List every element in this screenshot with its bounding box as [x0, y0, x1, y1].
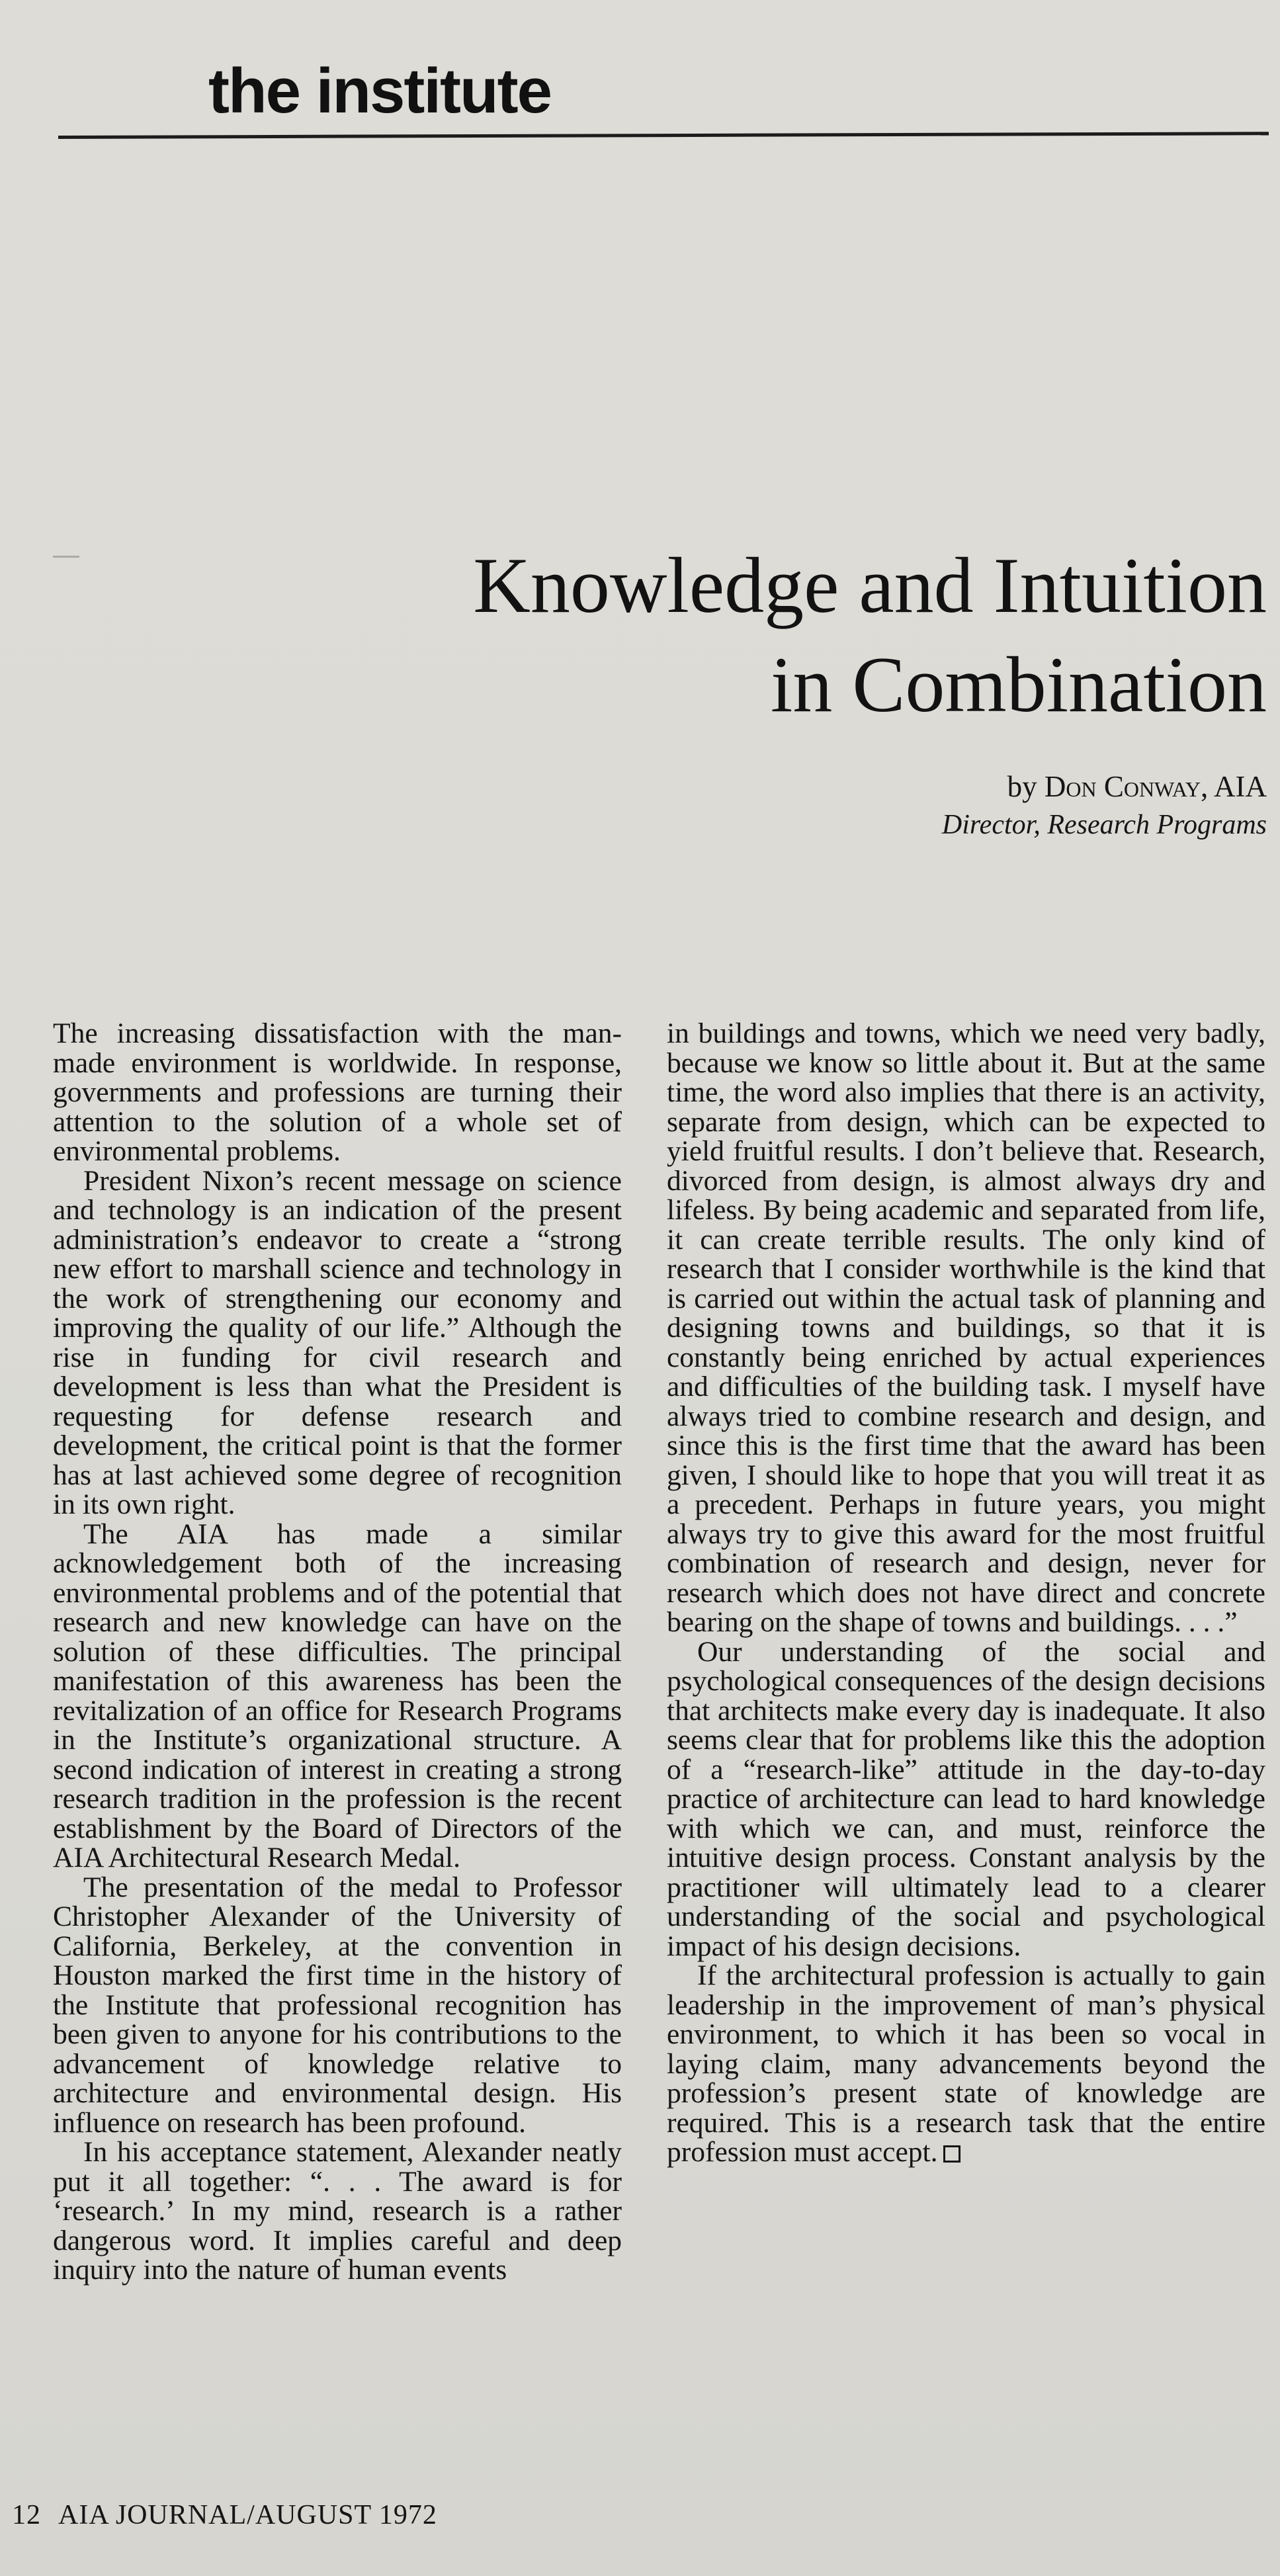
page-number: 12	[12, 2500, 41, 2530]
paragraph: In his acceptance statement, Alexander neatly put it all together: “. . . The award is for ‘research.’ In my mind, research is a rather dangerous word. It implies careful and deep inquiry into the nature of human events	[53, 2136, 622, 2286]
section-header: the institute	[208, 56, 551, 126]
page-footer	[12, 2499, 437, 2531]
paragraph: The increasing dissatisfaction with the man-made environment is worldwide. In response, governments and professions are turning their attention to the solution of a whole set of environmental problems.	[53, 1017, 622, 1167]
print-speck	[53, 556, 79, 558]
title-line-2: in Combination	[771, 640, 1267, 728]
paragraph: The AIA has made a similar acknowledgement both of the increasing environmental problems and of the potential that research and new knowledge can have on the solution of these difficulties. The principal manifestation of this awareness has been the revitalization of an office for Research Programs in the Institute’s organizational structure. A second indication of interest in creating a strong research tradition in the profession is the recent establishment by the Board of Directors of the AIA Architectural Research Medal.	[53, 1518, 622, 1873]
author-line	[942, 767, 1267, 806]
byline-prefix: by	[1007, 770, 1037, 803]
paragraph-text: If the architectural profession is actually to gain leadership in the improvement of man’s physical environment, to which it has been so vocal in laying claim, many advancements beyond the profession’s present state of knowledge are required. This is a research task that the entire profession must accept.	[667, 1959, 1265, 2168]
publication-line: AIA JOURNAL/AUGUST 1972	[58, 2500, 437, 2530]
paragraph: The presentation of the medal to Professor Christopher Alexander of the University of California, Berkeley, at the convention in Houston marked the first time in the history of the Institute that professional recognition has been given to anyone for his contributions to the advancement of knowledge relative to architecture and environmental design. His influence on research has been profound.	[53, 1871, 622, 2139]
paragraph: in buildings and towns, which we need very badly, because we know so little about it. But at the same time, the word also implies that there is an activity, separate from design, which can be expected to yield fruitful results. I don’t believe that. Research, divorced from design, is almost always dry and lifeless. By being academic and separated from life, it can create terrible results. The only kind of research that I consider worthwhile is the kind that is carried out within the actual task of planning and designing towns and buildings, so that it is constantly being enriched by actual experiences and difficulties of the building task. I myself have always tried to combine research and design, and since this is the first time that the award has been given, I should like to hope that you will treat it as a precedent. Perhaps in future years, you might always try to give this award for the most fruitful combination of research and design, never for research which does not have direct and concrete bearing on the shape of towns and buildings. . . .”	[667, 1017, 1265, 1638]
byline	[942, 767, 1267, 844]
end-mark-icon	[943, 2145, 960, 2163]
paragraph-last	[667, 1961, 1265, 2167]
paragraph: President Nixon’s recent message on science and technology is an indication of the present administration’s endeavor to create a “strong new effort to marshall science and technology in the work of strengthening our economy and improving the quality of our life.” Although the rise in funding for civil research and development is less than what the President is requesting for defense research and development, the critical point is that the former has at last achieved some degree of recognition in its own right.	[53, 1164, 622, 1520]
header-rule	[58, 132, 1269, 139]
left-column	[53, 1019, 622, 2285]
author-name: Don Conway, AIA	[1044, 770, 1267, 803]
right-column	[667, 1019, 1265, 2167]
author-role: Director, Research Programs	[941, 810, 1267, 840]
paragraph: Our understanding of the social and psychological consequences of the design decisions that architects make every day is inadequate. It also seems clear that for problems like this the adoption of a “research-like” attitude in the day-to-day practice of architecture can lead to hard knowledge with which we can, and must, reinforce the intuitive design process. Constant analysis by the practitioner will ultimately lead to a clearer understanding of the social and psychological impact of his design decisions.	[667, 1635, 1265, 1962]
title-line-1: Knowledge and Intuition	[473, 541, 1267, 629]
article-title	[341, 536, 1267, 734]
